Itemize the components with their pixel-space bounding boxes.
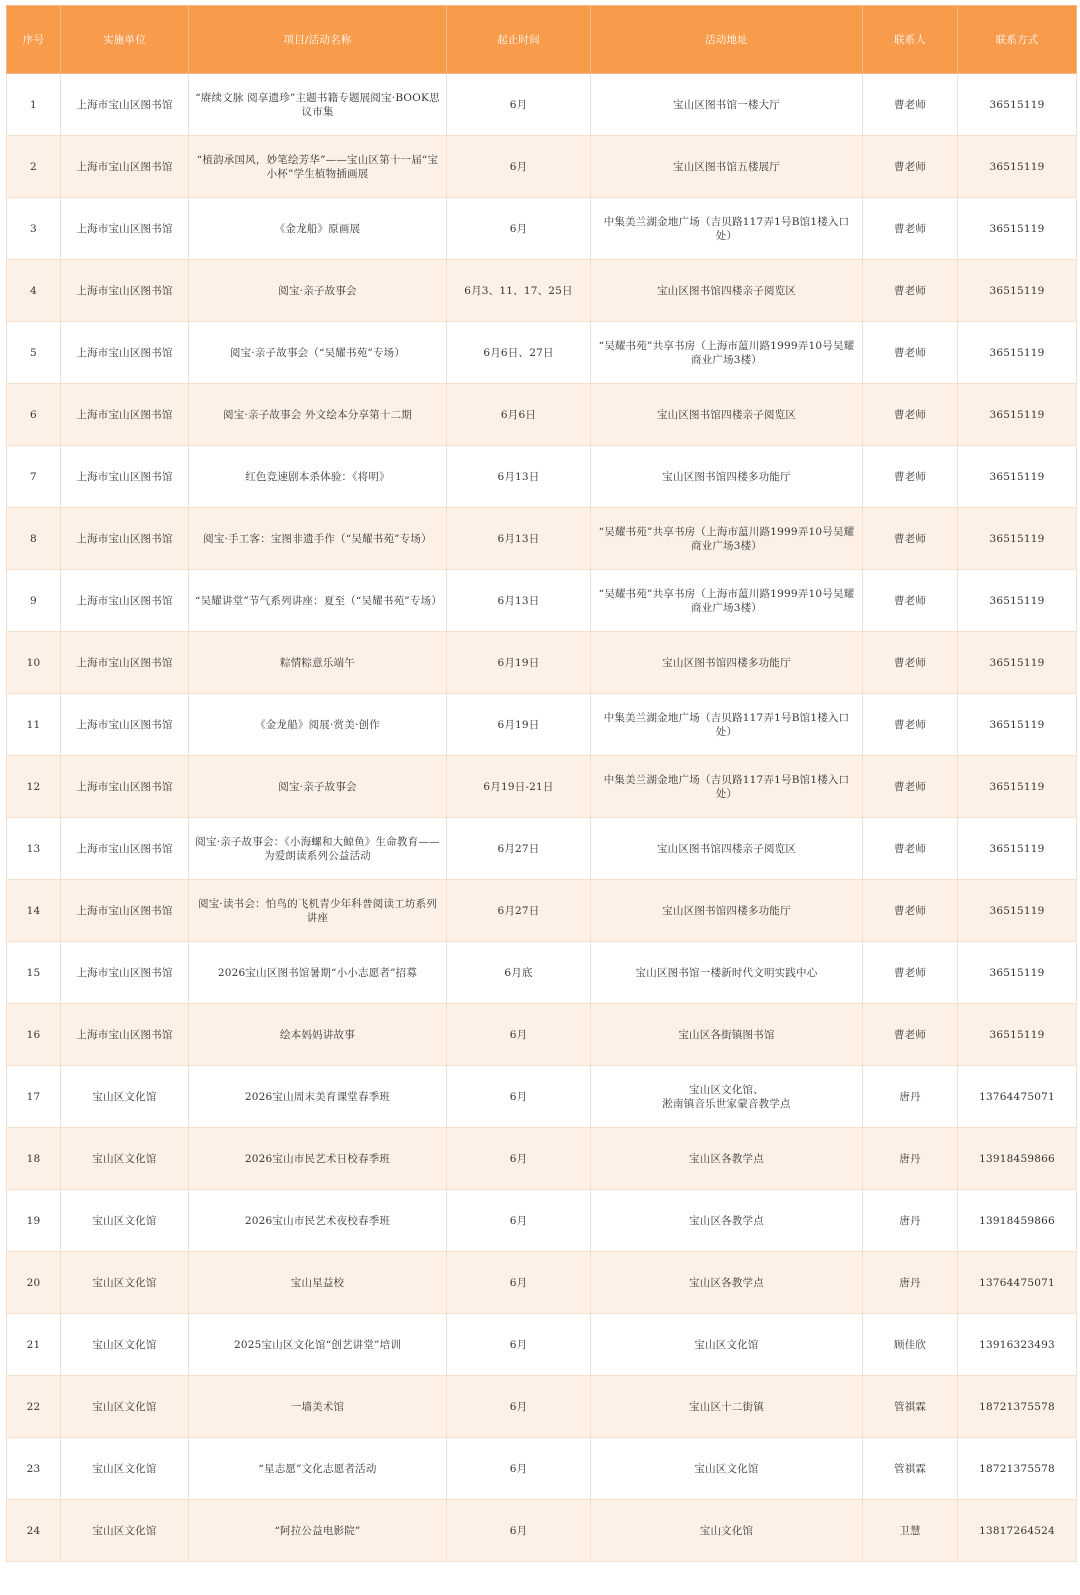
cell-address: 宝山区文化馆: [591, 1314, 863, 1376]
cell-address: 宝山区文化馆、 淞南镇音乐世家蒙音教学点: [591, 1066, 863, 1128]
cell-activity-name: 《金龙船》原画展: [189, 198, 447, 260]
cell-organizer: 上海市宝山区图书馆: [61, 260, 189, 322]
cell-organizer: 上海市宝山区图书馆: [61, 446, 189, 508]
cell-activity-name: 宝山星益校: [189, 1252, 447, 1314]
table-row: [7, 260, 1077, 322]
cell-contact-person: 管祺霖: [863, 1438, 958, 1500]
cell-contact-person: 曹老师: [863, 756, 958, 818]
cell-index: 4: [7, 260, 61, 322]
cell-contact-person: 曹老师: [863, 570, 958, 632]
table-row: [7, 446, 1077, 508]
cell-index: 6: [7, 384, 61, 446]
table-row: [7, 756, 1077, 818]
table-row: [7, 74, 1077, 136]
cell-organizer: 宝山区文化馆: [61, 1376, 189, 1438]
cell-address: 宝山区图书馆四楼多功能厅: [591, 632, 863, 694]
cell-organizer: 上海市宝山区图书馆: [61, 322, 189, 384]
cell-organizer: 宝山区文化馆: [61, 1438, 189, 1500]
cell-address: 中集美兰湖金地广场（吉贝路117弄1号B馆1楼入口处）: [591, 694, 863, 756]
cell-index: 9: [7, 570, 61, 632]
cell-date: 6月: [447, 1190, 591, 1252]
table-row: [7, 1190, 1077, 1252]
cell-index: 2: [7, 136, 61, 198]
cell-contact-phone: 13918459866: [958, 1128, 1077, 1190]
table-row: [7, 384, 1077, 446]
cell-contact-phone: 36515119: [958, 508, 1077, 570]
cell-contact-phone: 36515119: [958, 756, 1077, 818]
cell-contact-person: 曹老师: [863, 198, 958, 260]
cell-contact-person: 管祺霖: [863, 1376, 958, 1438]
cell-activity-name: 阅宝·亲子故事会：《小海螺和大鲸鱼》生命教育——为爱朗读系列公益活动: [189, 818, 447, 880]
table-body: [7, 74, 1077, 1562]
cell-index: 16: [7, 1004, 61, 1066]
cell-activity-name: 绘本妈妈讲故事: [189, 1004, 447, 1066]
cell-index: 21: [7, 1314, 61, 1376]
cell-date: 6月27日: [447, 880, 591, 942]
cell-organizer: 上海市宝山区图书馆: [61, 942, 189, 1004]
cell-index: 1: [7, 74, 61, 136]
activity-table: [6, 5, 1077, 1562]
cell-date: 6月3、11、17、25日: [447, 260, 591, 322]
cell-address: “吴耀书苑”共享书房（上海市蕰川路1999弄10号吴耀商业广场3楼）: [591, 508, 863, 570]
cell-organizer: 上海市宝山区图书馆: [61, 384, 189, 446]
cell-organizer: 上海市宝山区图书馆: [61, 632, 189, 694]
cell-contact-phone: 36515119: [958, 322, 1077, 384]
cell-date: 6月: [447, 1438, 591, 1500]
cell-activity-name: 《金龙船》阅展·赏美·创作: [189, 694, 447, 756]
table-container: [6, 5, 1076, 1562]
cell-contact-phone: 13918459866: [958, 1190, 1077, 1252]
table-row: [7, 1438, 1077, 1500]
cell-activity-name: 粽情粽意乐端午: [189, 632, 447, 694]
table-row: [7, 322, 1077, 384]
cell-date: 6月: [447, 1314, 591, 1376]
cell-contact-person: 曹老师: [863, 694, 958, 756]
cell-date: 6月19日-21日: [447, 756, 591, 818]
cell-activity-name: 2026宝山周末美育课堂春季班: [189, 1066, 447, 1128]
table-row: [7, 136, 1077, 198]
cell-index: 17: [7, 1066, 61, 1128]
table-row: [7, 818, 1077, 880]
cell-date: 6月: [447, 1128, 591, 1190]
cell-activity-name: 阅宝·亲子故事会 外文绘本分享第十二期: [189, 384, 447, 446]
cell-contact-phone: 18721375578: [958, 1438, 1077, 1500]
cell-contact-phone: 36515119: [958, 384, 1077, 446]
cell-date: 6月6日、27日: [447, 322, 591, 384]
cell-index: 5: [7, 322, 61, 384]
cell-date: 6月: [447, 1252, 591, 1314]
cell-address: 宝山区图书馆一楼新时代文明实践中心: [591, 942, 863, 1004]
cell-date: 6月13日: [447, 508, 591, 570]
cell-address: 宝山区图书馆四楼亲子阅览区: [591, 818, 863, 880]
cell-contact-phone: 13916323493: [958, 1314, 1077, 1376]
cell-date: 6月: [447, 1500, 591, 1562]
cell-address: 宝山区各教学点: [591, 1128, 863, 1190]
cell-contact-person: 唐丹: [863, 1066, 958, 1128]
cell-address: 宝山区图书馆四楼多功能厅: [591, 880, 863, 942]
cell-date: 6月: [447, 1004, 591, 1066]
cell-activity-name: 一墙美术馆: [189, 1376, 447, 1438]
cell-address: 宝山区各街镇图书馆: [591, 1004, 863, 1066]
cell-contact-phone: 13764475071: [958, 1252, 1077, 1314]
table-row: [7, 942, 1077, 1004]
cell-date: 6月: [447, 198, 591, 260]
table-row: [7, 1066, 1077, 1128]
cell-activity-name: “吴耀讲堂”节气系列讲座：夏至（“吴耀书苑”专场）: [189, 570, 447, 632]
cell-activity-name: 阅宝·亲子故事会（“吴耀书苑”专场）: [189, 322, 447, 384]
cell-contact-phone: 13764475071: [958, 1066, 1077, 1128]
cell-contact-person: 曹老师: [863, 384, 958, 446]
cell-contact-phone: 36515119: [958, 880, 1077, 942]
cell-address: 中集美兰湖金地广场（吉贝路117弄1号B馆1楼入口处）: [591, 198, 863, 260]
cell-activity-name: “星志愿”文化志愿者活动: [189, 1438, 447, 1500]
cell-activity-name: “植韵承国风，妙笔绘芳华”——宝山区第十一届“宝小杯”学生植物插画展: [189, 136, 447, 198]
cell-activity-name: 阅宝·亲子故事会: [189, 260, 447, 322]
cell-organizer: 上海市宝山区图书馆: [61, 694, 189, 756]
cell-contact-person: 曹老师: [863, 446, 958, 508]
cell-date: 6月19日: [447, 632, 591, 694]
cell-contact-phone: 36515119: [958, 942, 1077, 1004]
cell-contact-phone: 36515119: [958, 198, 1077, 260]
cell-activity-name: “赓续文脉 阅享遗珍”主题书籍专题展阅宝·BOOK思议市集: [189, 74, 447, 136]
cell-address: “吴耀书苑”共享书房（上海市蕰川路1999弄10号吴耀商业广场3楼）: [591, 570, 863, 632]
cell-contact-phone: 36515119: [958, 260, 1077, 322]
table-header: [7, 6, 1077, 74]
cell-date: 6月: [447, 1376, 591, 1438]
table-row: [7, 1376, 1077, 1438]
table-row: [7, 880, 1077, 942]
cell-date: 6月: [447, 1066, 591, 1128]
header-contact-phone: 联系方式: [958, 6, 1077, 74]
cell-address: 宝山区各教学点: [591, 1190, 863, 1252]
cell-contact-person: 曹老师: [863, 322, 958, 384]
table-row: [7, 198, 1077, 260]
cell-date: 6月19日: [447, 694, 591, 756]
cell-index: 12: [7, 756, 61, 818]
cell-organizer: 上海市宝山区图书馆: [61, 818, 189, 880]
cell-contact-person: 顾佳欣: [863, 1314, 958, 1376]
cell-date: 6月: [447, 74, 591, 136]
cell-date: 6月27日: [447, 818, 591, 880]
cell-address: 宝山区图书馆一楼大厅: [591, 74, 863, 136]
cell-contact-person: 曹老师: [863, 74, 958, 136]
header-organizer: 实施单位: [61, 6, 189, 74]
cell-contact-person: 曹老师: [863, 260, 958, 322]
cell-index: 10: [7, 632, 61, 694]
cell-contact-phone: 36515119: [958, 136, 1077, 198]
cell-contact-person: 曹老师: [863, 632, 958, 694]
cell-organizer: 宝山区文化馆: [61, 1190, 189, 1252]
cell-activity-name: 2025宝山区文化馆“创艺讲堂”培训: [189, 1314, 447, 1376]
cell-organizer: 上海市宝山区图书馆: [61, 756, 189, 818]
cell-organizer: 宝山区文化馆: [61, 1314, 189, 1376]
cell-organizer: 上海市宝山区图书馆: [61, 1004, 189, 1066]
cell-date: 6月底: [447, 942, 591, 1004]
cell-activity-name: 阅宝·亲子故事会: [189, 756, 447, 818]
cell-index: 18: [7, 1128, 61, 1190]
cell-index: 11: [7, 694, 61, 756]
header-row: [7, 6, 1077, 74]
cell-address: 中集美兰湖金地广场（吉贝路117弄1号B馆1楼入口处）: [591, 756, 863, 818]
cell-activity-name: 2026宝山区图书馆暑期“小小志愿者”招募: [189, 942, 447, 1004]
cell-index: 22: [7, 1376, 61, 1438]
cell-contact-person: 唐丹: [863, 1128, 958, 1190]
header-date: 起止时间: [447, 6, 591, 74]
cell-index: 15: [7, 942, 61, 1004]
cell-index: 24: [7, 1500, 61, 1562]
cell-contact-phone: 36515119: [958, 632, 1077, 694]
cell-date: 6月13日: [447, 570, 591, 632]
header-index: 序号: [7, 6, 61, 74]
cell-contact-person: 曹老师: [863, 942, 958, 1004]
cell-contact-person: 曹老师: [863, 880, 958, 942]
cell-organizer: 上海市宝山区图书馆: [61, 570, 189, 632]
table-row: [7, 1004, 1077, 1066]
cell-contact-phone: 36515119: [958, 818, 1077, 880]
cell-contact-person: 曹老师: [863, 508, 958, 570]
table-row: [7, 508, 1077, 570]
cell-activity-name: 2026宝山市民艺术日校春季班: [189, 1128, 447, 1190]
cell-contact-phone: 36515119: [958, 446, 1077, 508]
cell-activity-name: 阅宝·手工客：宝图非遗手作（“吴耀书苑”专场）: [189, 508, 447, 570]
cell-address: 宝山区图书馆四楼多功能厅: [591, 446, 863, 508]
cell-address: 宝山区图书馆四楼亲子阅览区: [591, 260, 863, 322]
cell-contact-phone: 36515119: [958, 74, 1077, 136]
cell-contact-phone: 36515119: [958, 570, 1077, 632]
cell-contact-person: 曹老师: [863, 818, 958, 880]
header-activity-name: 项目/活动名称: [189, 6, 447, 74]
cell-activity-name: “阿拉公益电影院”: [189, 1500, 447, 1562]
cell-address: 宝山文化馆: [591, 1500, 863, 1562]
cell-address: 宝山区图书馆四楼亲子阅览区: [591, 384, 863, 446]
header-address: 活动地址: [591, 6, 863, 74]
cell-organizer: 宝山区文化馆: [61, 1128, 189, 1190]
cell-index: 20: [7, 1252, 61, 1314]
cell-index: 8: [7, 508, 61, 570]
table-row: [7, 1128, 1077, 1190]
header-contact-person: 联系人: [863, 6, 958, 74]
cell-date: 6月6日: [447, 384, 591, 446]
cell-contact-phone: 36515119: [958, 1004, 1077, 1066]
cell-index: 3: [7, 198, 61, 260]
cell-date: 6月: [447, 136, 591, 198]
cell-contact-person: 曹老师: [863, 1004, 958, 1066]
cell-organizer: 宝山区文化馆: [61, 1252, 189, 1314]
cell-address: 宝山区十二街镇: [591, 1376, 863, 1438]
cell-organizer: 上海市宝山区图书馆: [61, 74, 189, 136]
cell-index: 13: [7, 818, 61, 880]
cell-contact-person: 卫慧: [863, 1500, 958, 1562]
cell-address: “吴耀书苑”共享书房（上海市蕰川路1999弄10号吴耀商业广场3楼）: [591, 322, 863, 384]
table-row: [7, 694, 1077, 756]
cell-index: 14: [7, 880, 61, 942]
cell-activity-name: 红色竞速剧本杀体验：《将明》: [189, 446, 447, 508]
cell-contact-person: 唐丹: [863, 1190, 958, 1252]
table-row: [7, 570, 1077, 632]
cell-organizer: 上海市宝山区图书馆: [61, 136, 189, 198]
cell-organizer: 宝山区文化馆: [61, 1500, 189, 1562]
cell-index: 7: [7, 446, 61, 508]
cell-contact-phone: 18721375578: [958, 1376, 1077, 1438]
table-row: [7, 1500, 1077, 1562]
table-row: [7, 1314, 1077, 1376]
cell-organizer: 宝山区文化馆: [61, 1066, 189, 1128]
cell-organizer: 上海市宝山区图书馆: [61, 198, 189, 260]
cell-address: 宝山区文化馆: [591, 1438, 863, 1500]
cell-address: 宝山区图书馆五楼展厅: [591, 136, 863, 198]
cell-contact-person: 曹老师: [863, 136, 958, 198]
cell-activity-name: 2026宝山市民艺术夜校春季班: [189, 1190, 447, 1252]
cell-activity-name: 阅宝·读书会：怕鸟的飞机青少年科普阅读工坊系列讲座: [189, 880, 447, 942]
cell-contact-phone: 13817264524: [958, 1500, 1077, 1562]
cell-contact-person: 唐丹: [863, 1252, 958, 1314]
cell-organizer: 上海市宝山区图书馆: [61, 880, 189, 942]
cell-organizer: 上海市宝山区图书馆: [61, 508, 189, 570]
table-row: [7, 632, 1077, 694]
cell-index: 23: [7, 1438, 61, 1500]
cell-index: 19: [7, 1190, 61, 1252]
cell-date: 6月13日: [447, 446, 591, 508]
table-row: [7, 1252, 1077, 1314]
cell-contact-phone: 36515119: [958, 694, 1077, 756]
cell-address: 宝山区各教学点: [591, 1252, 863, 1314]
